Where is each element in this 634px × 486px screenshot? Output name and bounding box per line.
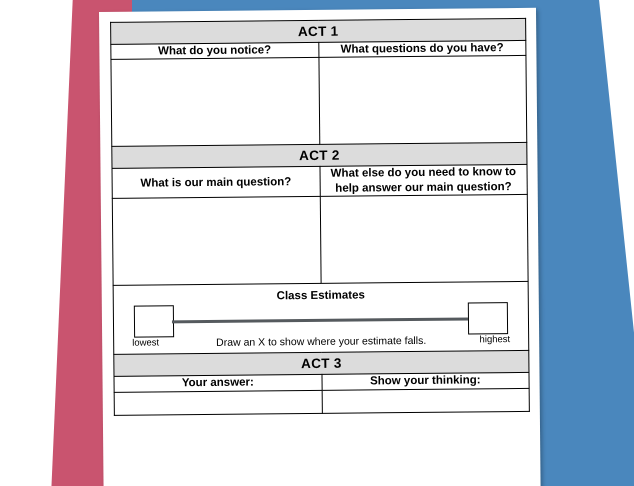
estimate-instruction: Draw an X to show where your estimate falls. — [216, 334, 427, 350]
act2-column2-header: What else do you need to know to help answer our main question? — [319, 165, 527, 197]
act1-column1-answer-area[interactable] — [111, 58, 319, 147]
act1-column2-header: What questions do you have? — [318, 40, 526, 57]
highest-estimate-box[interactable] — [468, 302, 508, 334]
table-row — [112, 195, 528, 286]
act2-column1-header: What is our main question? — [112, 167, 320, 199]
act1-column1-header: What do you notice? — [111, 42, 319, 59]
worksheet-sheet — [110, 18, 530, 415]
act2-column2-answer-area[interactable] — [320, 195, 528, 284]
act1-column2-answer-area[interactable] — [318, 56, 526, 145]
worksheet-table — [110, 18, 530, 415]
lowest-estimate-box[interactable] — [134, 305, 174, 337]
act3-column2-header: Show your thinking: — [321, 373, 529, 390]
class-estimates-title: Class Estimates — [276, 289, 365, 303]
act3-header: ACT 3 — [114, 351, 529, 377]
worksheet-paper — [99, 8, 541, 486]
class-estimates-block — [113, 282, 529, 355]
table-row — [113, 282, 529, 355]
table-row — [114, 388, 529, 415]
estimate-scale-labels — [114, 334, 528, 354]
act2-header: ACT 2 — [112, 143, 527, 169]
act2-column1-answer-area[interactable] — [112, 197, 320, 286]
lowest-label: lowest — [132, 337, 160, 349]
highest-label: highest — [479, 334, 511, 346]
table-row — [111, 56, 527, 147]
estimate-scale — [114, 302, 528, 338]
act3-column1-answer-area[interactable] — [114, 390, 322, 415]
act1-header: ACT 1 — [111, 18, 526, 44]
act3-column2-answer-area[interactable] — [322, 388, 530, 413]
act3-column1-header: Your answer: — [114, 375, 322, 392]
table-row — [112, 165, 527, 199]
estimate-number-line[interactable] — [172, 318, 470, 324]
